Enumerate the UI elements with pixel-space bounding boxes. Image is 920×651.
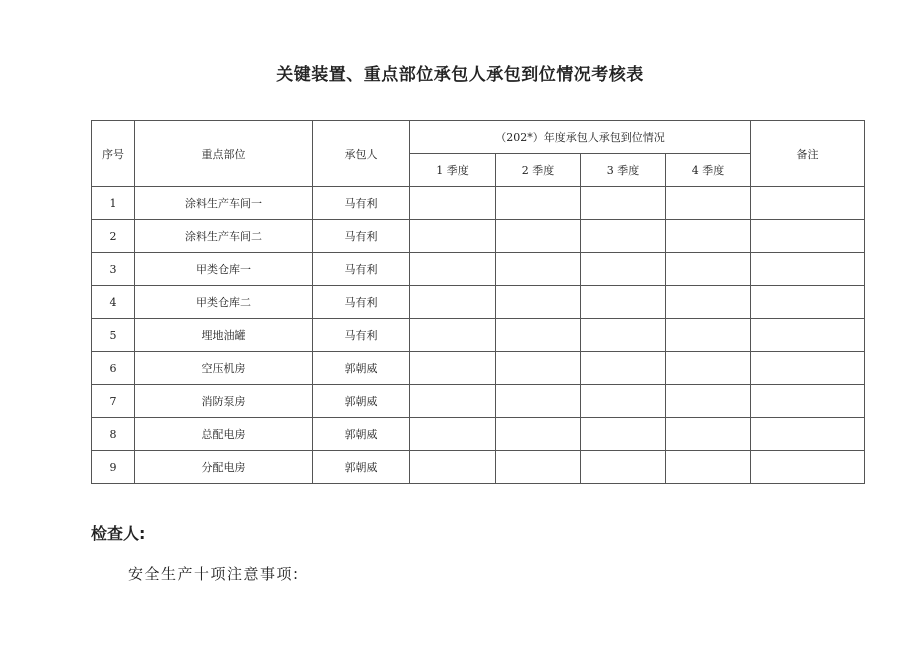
- cell-location: 埋地油罐: [135, 319, 313, 352]
- cell-location: 消防泵房: [135, 385, 313, 418]
- table-row: [92, 451, 865, 484]
- cell-remarks: [751, 418, 865, 451]
- cell-location: 总配电房: [135, 418, 313, 451]
- table-row: [92, 319, 865, 352]
- cell-q1: [410, 253, 496, 286]
- cell-contractor: 郭朝威: [313, 352, 410, 385]
- cell-remarks: [751, 253, 865, 286]
- table-row: [92, 418, 865, 451]
- cell-remarks: [751, 286, 865, 319]
- header-q1: 1 季度: [410, 154, 496, 187]
- header-q2: 2 季度: [496, 154, 581, 187]
- cell-location: 涂料生产车间一: [135, 187, 313, 220]
- cell-q4: [666, 352, 751, 385]
- safety-notes-heading: 安全生产十项注意事项:: [128, 565, 300, 583]
- inspector-label: 检查人:: [91, 524, 146, 543]
- table-row: [92, 253, 865, 286]
- table-row: [92, 220, 865, 253]
- cell-q3: [581, 187, 666, 220]
- cell-contractor: 马有利: [313, 220, 410, 253]
- cell-q1: [410, 418, 496, 451]
- header-location: 重点部位: [135, 121, 313, 187]
- cell-q2: [496, 352, 581, 385]
- cell-q4: [666, 319, 751, 352]
- cell-q3: [581, 253, 666, 286]
- header-row-1: [92, 121, 865, 154]
- cell-q1: [410, 352, 496, 385]
- cell-remarks: [751, 352, 865, 385]
- header-q3: 3 季度: [581, 154, 666, 187]
- cell-remarks: [751, 385, 865, 418]
- header-contractor: 承包人: [313, 121, 410, 187]
- cell-q4: [666, 286, 751, 319]
- cell-q3: [581, 319, 666, 352]
- document-title: 关键装置、重点部位承包人承包到位情况考核表: [276, 65, 644, 85]
- cell-q4: [666, 451, 751, 484]
- cell-q2: [496, 418, 581, 451]
- cell-q2: [496, 253, 581, 286]
- table-row: [92, 385, 865, 418]
- cell-q2: [496, 451, 581, 484]
- cell-q2: [496, 286, 581, 319]
- cell-no: 7: [92, 385, 135, 418]
- cell-no: 4: [92, 286, 135, 319]
- cell-q4: [666, 418, 751, 451]
- cell-contractor: 郭朝威: [313, 451, 410, 484]
- cell-no: 8: [92, 418, 135, 451]
- table-row: [92, 286, 865, 319]
- cell-location: 空压机房: [135, 352, 313, 385]
- cell-no: 5: [92, 319, 135, 352]
- cell-contractor: 马有利: [313, 286, 410, 319]
- cell-remarks: [751, 319, 865, 352]
- cell-q1: [410, 220, 496, 253]
- cell-q2: [496, 385, 581, 418]
- header-annual-status: （202*）年度承包人承包到位情况: [410, 121, 751, 154]
- cell-q3: [581, 451, 666, 484]
- cell-location: 涂料生产车间二: [135, 220, 313, 253]
- cell-no: 2: [92, 220, 135, 253]
- cell-q4: [666, 253, 751, 286]
- cell-remarks: [751, 187, 865, 220]
- cell-q2: [496, 319, 581, 352]
- cell-no: 9: [92, 451, 135, 484]
- cell-q3: [581, 286, 666, 319]
- cell-q3: [581, 385, 666, 418]
- cell-contractor: 马有利: [313, 253, 410, 286]
- cell-q1: [410, 385, 496, 418]
- cell-q3: [581, 220, 666, 253]
- cell-no: 1: [92, 187, 135, 220]
- cell-no: 6: [92, 352, 135, 385]
- assessment-table: [91, 120, 865, 484]
- cell-q4: [666, 385, 751, 418]
- cell-q1: [410, 187, 496, 220]
- cell-contractor: 郭朝威: [313, 418, 410, 451]
- header-remarks: 备注: [751, 121, 865, 187]
- cell-q3: [581, 352, 666, 385]
- table-row: [92, 187, 865, 220]
- cell-location: 分配电房: [135, 451, 313, 484]
- cell-remarks: [751, 451, 865, 484]
- cell-q1: [410, 286, 496, 319]
- header-q4: 4 季度: [666, 154, 751, 187]
- cell-contractor: 马有利: [313, 187, 410, 220]
- cell-q2: [496, 187, 581, 220]
- cell-q3: [581, 418, 666, 451]
- cell-location: 甲类仓库一: [135, 253, 313, 286]
- cell-contractor: 马有利: [313, 319, 410, 352]
- header-no: 序号: [92, 121, 135, 187]
- cell-no: 3: [92, 253, 135, 286]
- cell-q2: [496, 220, 581, 253]
- cell-q4: [666, 220, 751, 253]
- cell-q4: [666, 187, 751, 220]
- cell-contractor: 郭朝威: [313, 385, 410, 418]
- cell-q1: [410, 319, 496, 352]
- cell-location: 甲类仓库二: [135, 286, 313, 319]
- cell-q1: [410, 451, 496, 484]
- table-row: [92, 352, 865, 385]
- cell-remarks: [751, 220, 865, 253]
